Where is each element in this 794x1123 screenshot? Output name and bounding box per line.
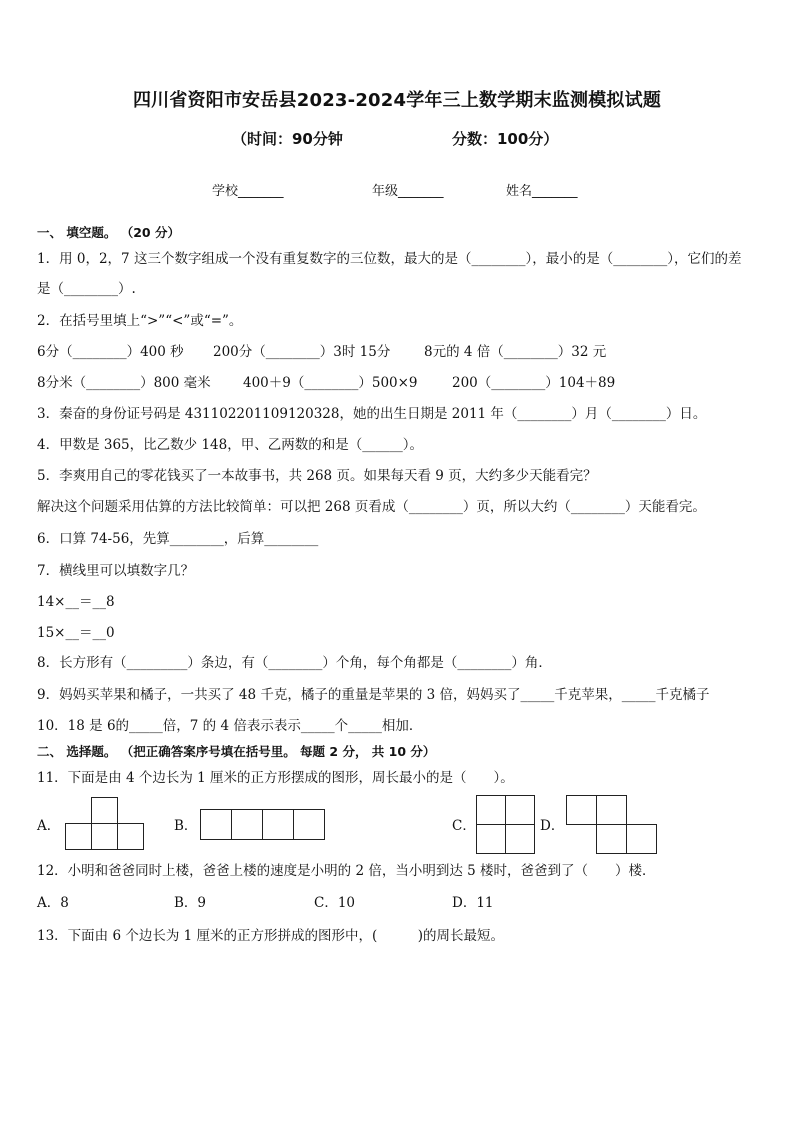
q12-option-d: D．11 (452, 895, 494, 911)
q2-item-4: 8分米（________）800 毫米 (37, 375, 211, 391)
shape-option-d (565, 794, 659, 856)
shape-option-c (475, 794, 537, 856)
option-a-label: A． (37, 818, 61, 834)
question-7-a: 14×__＝__8 (37, 594, 115, 610)
shape-option-a (62, 796, 148, 854)
section-heading-choice: 二、 选择题。 （把正确答案序号填在括号里。 每题 2 分， 共 10 分） (37, 744, 436, 759)
question-11: 11．下面是由 4 个边长为 1 厘米的正方形摆成的图形，周长最小的是（ ）。 (37, 770, 514, 786)
exam-time: （时间：90分钟 (232, 130, 343, 148)
exam-score: 分数：100分） (452, 130, 559, 148)
question-8: 8．长方形有（_________）条边，有（________）个角，每个角都是（________）角． (37, 655, 552, 671)
q2-item-5: 400＋9（________）500×9 (243, 375, 418, 391)
question-9: 9．妈妈买苹果和橘子，一共买了 48 千克，橘子的重量是苹果的 3 倍，妈妈买了_____千克苹果，_____千克橘子 (37, 687, 710, 703)
option-d-label: D． (540, 818, 565, 834)
name-field[interactable]: 姓名_______ (506, 184, 578, 199)
q2-item-3: 8元的 4 倍（________）32 元 (424, 344, 607, 360)
question-12: 12．小明和爸爸同时上楼，爸爸上楼的速度是小明的 2 倍，当小明到达 5 楼时，爸爸到了（ ）楼． (37, 863, 656, 879)
section-heading-fill-in: 一、 填空题。 （20 分） (37, 225, 180, 240)
question-2: 2．在括号里填上“>”“<”或“=”。 (37, 313, 243, 329)
question-7-b: 15×__＝__0 (37, 625, 115, 641)
question-1-cont: 是（________）. (37, 281, 136, 297)
q12-option-b: B．9 (174, 895, 207, 911)
q2-item-2: 200分（________）3时 15分 (213, 344, 391, 360)
question-10: 10．18 是 6的_____倍，7 的 4 倍表示表示_____个_____相加． (37, 718, 423, 734)
option-b-label: B． (174, 818, 198, 834)
question-4: 4．甲数是 365，比乙数少 148，甲、乙两数的和是（______）。 (37, 437, 423, 453)
question-1: 1．用 0，2，7 这三个数字组成一个没有重复数字的三位数，最大的是（________），最小的是（________），它们的差 (37, 251, 742, 267)
option-c-label: C． (452, 818, 476, 834)
school-field[interactable]: 学校_______ (212, 184, 284, 199)
question-3: 3．秦奋的身份证号码是 431102201109120328，她的出生日期是 2011 年（________）月（________）日。 (37, 406, 707, 422)
question-7: 7．横线里可以填数字几？ (37, 563, 195, 579)
q2-item-6: 200（________）104＋89 (452, 375, 616, 391)
q12-option-c: C．10 (314, 895, 356, 911)
question-6: 6．口算 74-56，先算________，后算________ (37, 531, 319, 547)
page-title: 四川省资阳市安岳县2023-2024学年三上数学期末监测模拟试题 (132, 90, 662, 111)
question-5-cont: 解决这个问题采用估算的方法比较简单：可以把 268 页看成（________）页，所以大约（________）天能看完。 (37, 499, 706, 515)
q12-option-a: A．8 (37, 895, 69, 911)
shape-option-b (199, 808, 327, 842)
question-5: 5．李爽用自己的零花钱买了一本故事书，共 268 页。如果每天看 9 页，大约多少天能看完？ (37, 468, 597, 484)
grade-field[interactable]: 年级_______ (372, 184, 444, 199)
question-13: 13．下面由 6 个边长为 1 厘米的正方形拼成的图形中，( )的周长最短。 (37, 928, 505, 944)
q2-item-1: 6分（________）400 秒 (37, 344, 184, 360)
